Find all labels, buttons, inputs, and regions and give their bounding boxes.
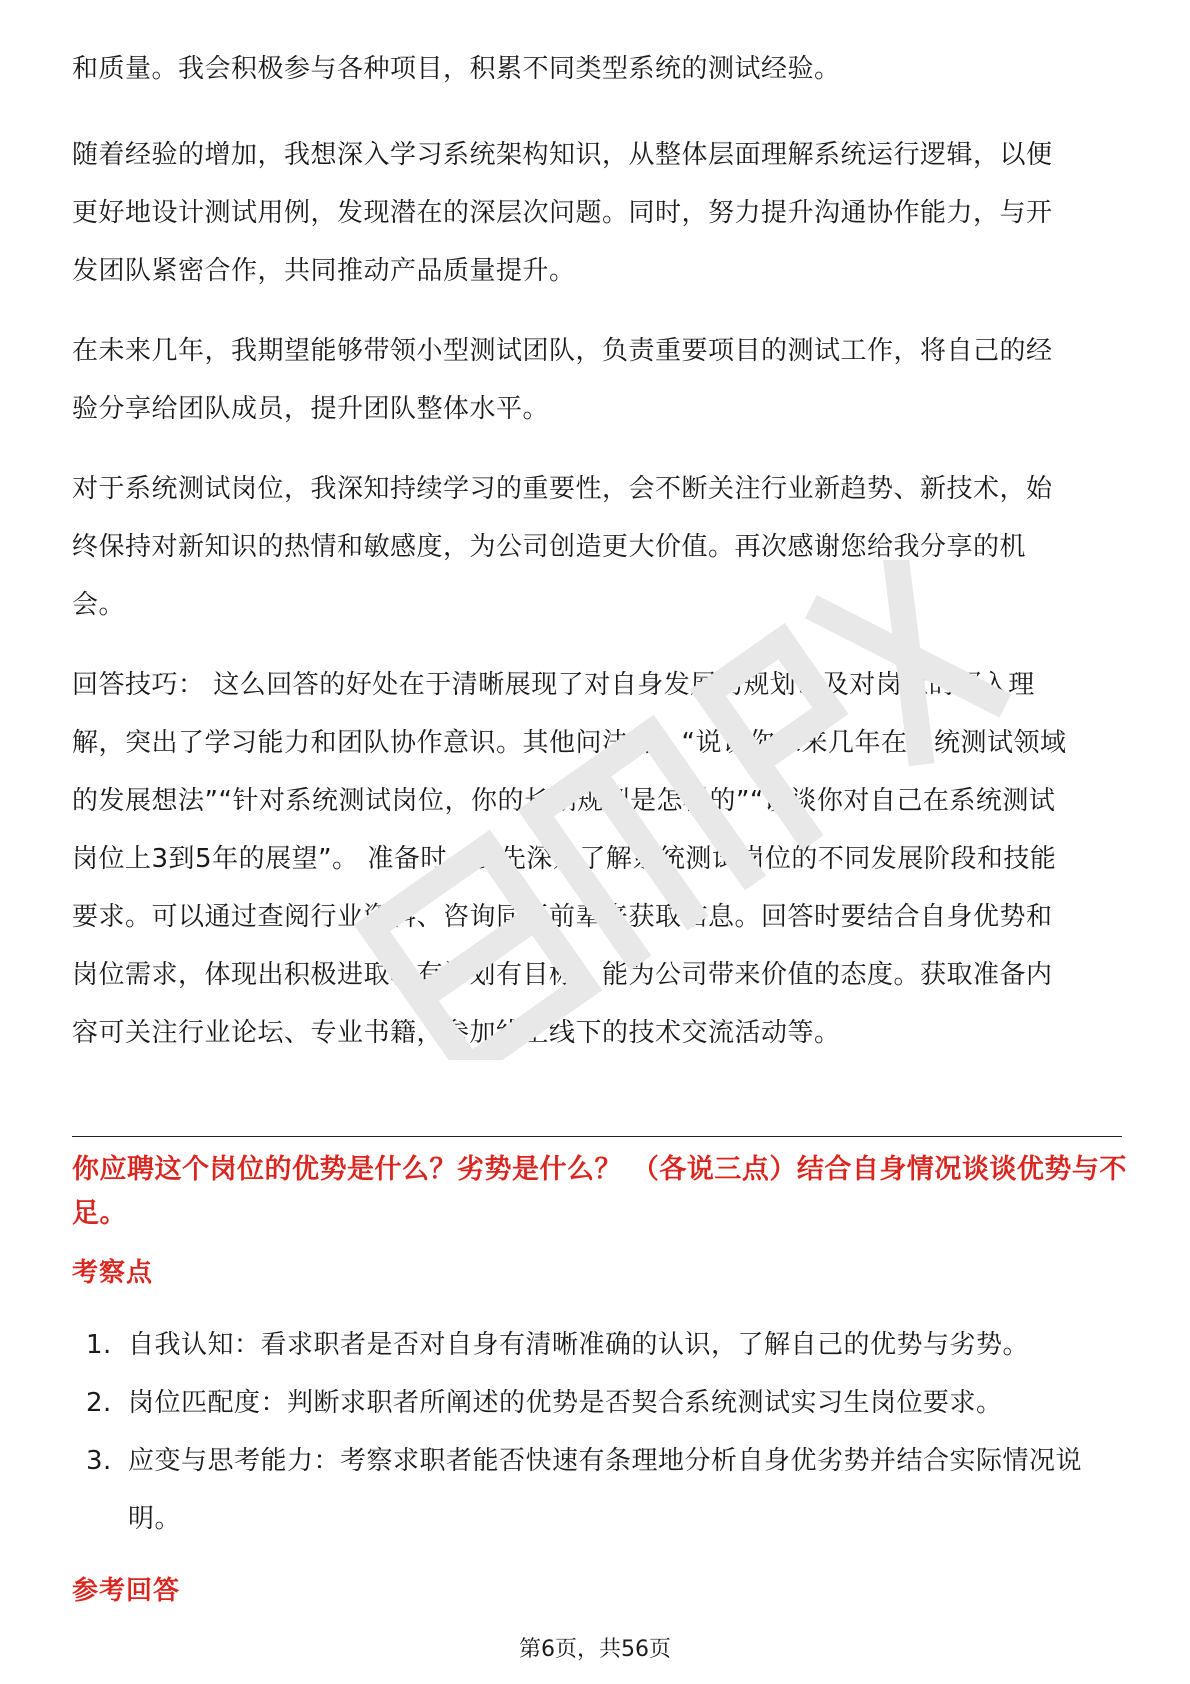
- list-number: 3.: [86, 1446, 112, 1476]
- page-number: 第6页，共56页: [519, 1637, 671, 1662]
- document-body: [72, 40, 1122, 1084]
- section-divider: [72, 1136, 1122, 1137]
- list-item: [72, 1374, 1132, 1432]
- list-text: 应变与思考能力：考察求职者能否快速有条理地分析自身优劣势并结合实际情况说明。: [128, 1446, 1083, 1534]
- list-text: 自我认知：看求职者是否对自身有清晰准确的认识，了解自己的优势与劣势。: [128, 1330, 1030, 1360]
- list-text: 岗位匹配度：判断求职者所阐述的优势是否契合系统测试实习生岗位要求。: [128, 1388, 1003, 1418]
- body-paragraph: 在未来几年，我期望能够带领小型测试团队，负责重要项目的测试工作，将自己的经验分享给团队成员，提升团队整体水平。: [72, 336, 1053, 424]
- list-number: 2.: [86, 1388, 112, 1418]
- interview-question: 你应聘这个岗位的优势是什么？劣势是什么？ （各说三点）结合自身情况谈谈优势与不足。: [72, 1154, 1127, 1229]
- focus-points-list: [72, 1316, 1132, 1548]
- list-item: [72, 1432, 1128, 1548]
- focus-points-label: 考察点: [72, 1258, 154, 1288]
- list-number: 1.: [86, 1330, 112, 1360]
- list-item: [72, 1316, 1132, 1374]
- body-paragraph: 随着经验的增加，我想深入学习系统架构知识，从整体层面理解系统运行逻辑，以便更好地设计测试用例，发现潜在的深层次问题。同时，努力提升沟通协作能力，与开发团队紧密合作，共同推动产品质量提升。: [72, 140, 1053, 286]
- answer-tips-paragraph: 回答技巧： 这么回答的好处在于清晰展现了对自身发展的规划以及对岗位的深入理解，突出了学习能力和团队协作意识。其他问法有：“说说你未来几年在系统测试领域的发展想法”“针对系统测试岗位，你的长期规划是怎样的”“谈谈你对自己在系统测试岗位上3到5年的展望”。 准备时，要先深入了解系统测试岗位的不同发展阶段和技能要求。可以通过查阅行业资料、咨询同行前辈来获取信息。回答时要结合自身优势和岗位需求，体现出积极进取、有计划有目标、能为公司带来价值的态度。获取准备内容可关注行业论坛、专业书籍，参加线上线下的技术交流活动等。: [72, 670, 1067, 1048]
- body-paragraph: 对于系统测试岗位，我深知持续学习的重要性，会不断关注行业新趋势、新技术，始终保持对新知识的热情和敏感度，为公司创造更大价值。再次感谢您给我分享的机会。: [72, 474, 1053, 620]
- reference-answer-label: 参考回答: [72, 1576, 181, 1606]
- body-paragraph: 和质量。我会积极参与各种项目，积累不同类型系统的测试经验。: [72, 54, 841, 84]
